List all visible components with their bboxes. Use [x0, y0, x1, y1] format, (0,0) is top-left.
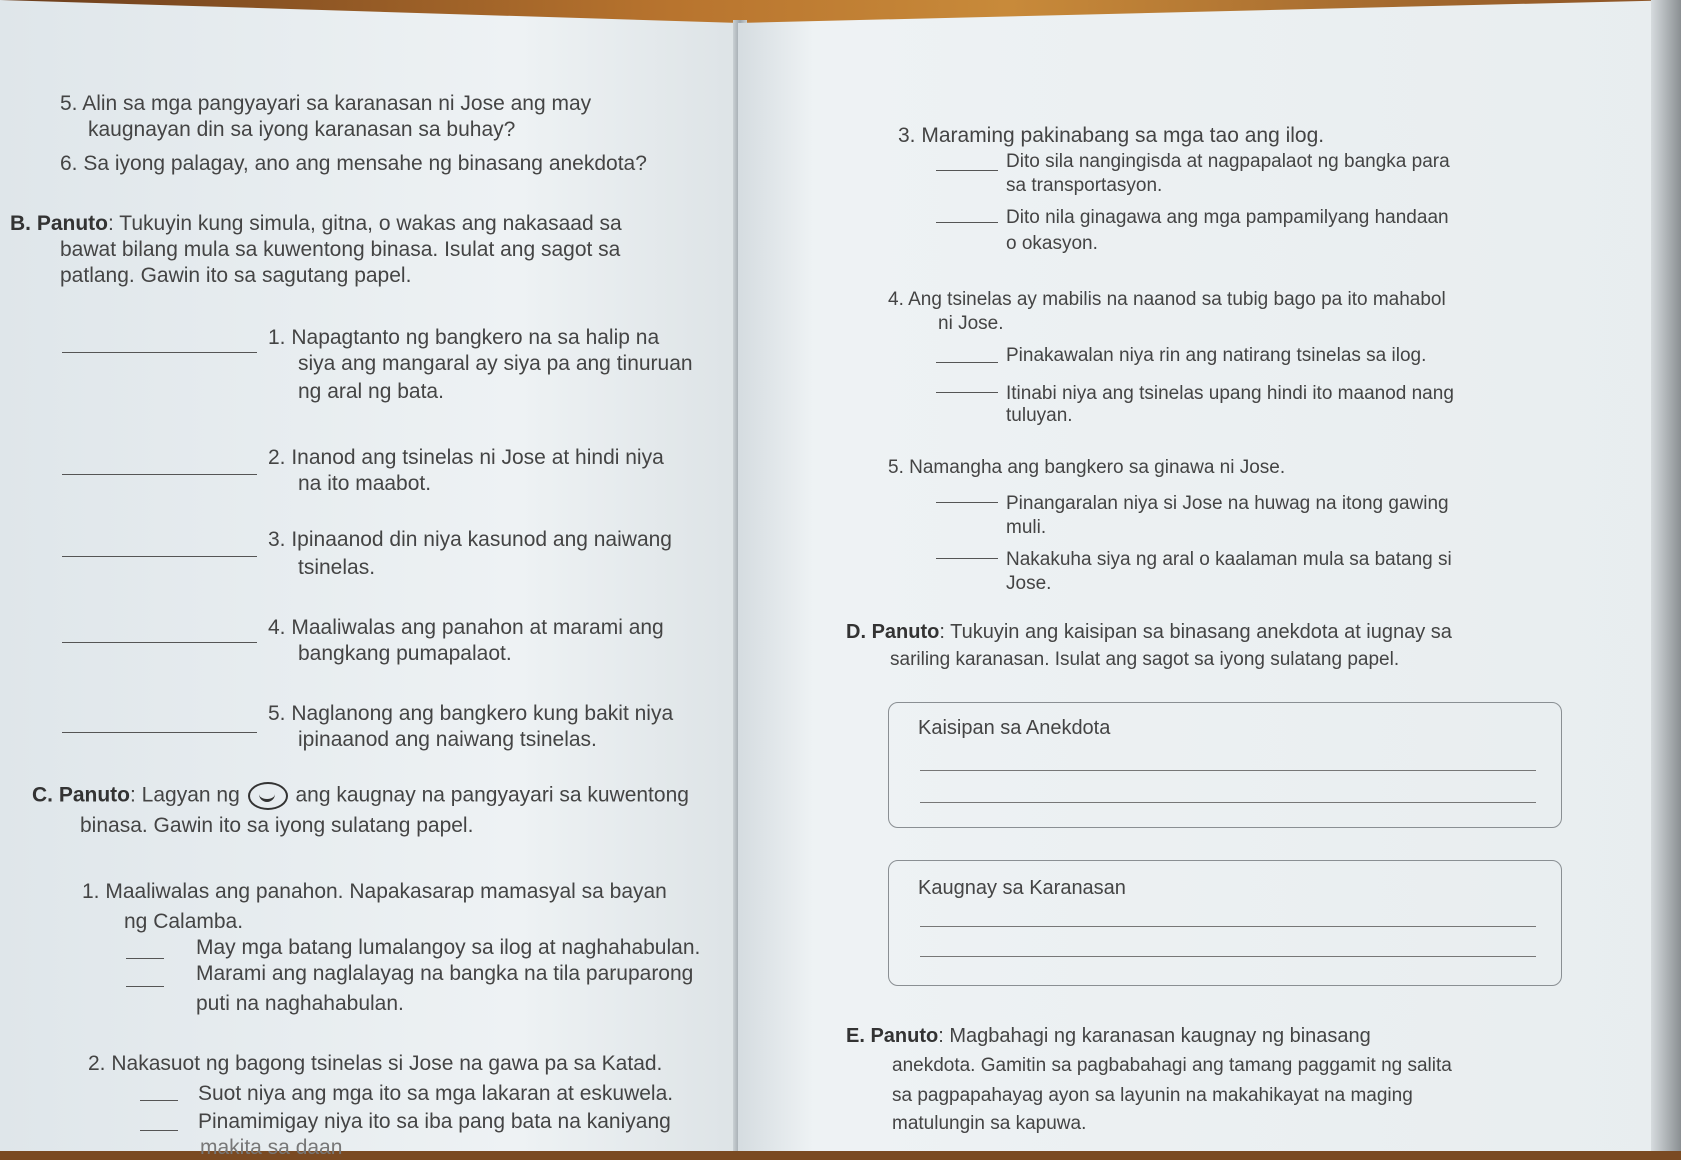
b-item-3-line1: 3. Ipinaanod din niya kasunod ang naiwang — [268, 528, 672, 551]
c-q2-opt1: Suot niya ang mga ito sa mga lakaran at eskuwela. — [198, 1082, 674, 1105]
r-q4-line2: ni Jose. — [938, 313, 1004, 334]
kaisipan-box-title: Kaisipan sa Anekdota — [918, 717, 1111, 739]
answer-blank[interactable] — [936, 222, 998, 223]
writing-line[interactable] — [920, 770, 1536, 771]
r-q5-opt1-line2: muli. — [1006, 517, 1047, 538]
c-q2-opt2: Pinamimigay niya ito sa iba pang bata na kaniyang — [198, 1110, 671, 1133]
r-q5: 5. Namangha ang bangkero sa ginawa ni Jose. — [888, 457, 1286, 478]
section-e-text-3: sa pagpapahayag ayon sa layunin na makahikayat na maging — [892, 1085, 1413, 1106]
c-q2-tail: makita sa daan — [200, 1136, 343, 1159]
question-5-line2: kaugnayan din sa iyong karanasan sa buhay? — [88, 118, 516, 141]
b-item-1-line1: 1. Napagtanto ng bangkero na sa halip na — [268, 326, 660, 349]
b-item-3-line2: tsinelas. — [298, 556, 376, 579]
section-b-text-3: patlang. Gawin ito sa sagutang papel. — [60, 264, 412, 287]
section-c-pre: : Lagyan ng — [130, 783, 240, 807]
c-q1-opt2-line1: Marami ang naglalayag na bangka na tila paruparong — [196, 962, 694, 985]
question-5-line1: 5. Alin sa mga pangyayari sa karanasan ni Jose ang may — [60, 92, 592, 115]
section-d-text-1: : Tukuyin ang kaisipan sa binasang anekdota at iugnay sa — [939, 621, 1452, 643]
section-b-panuto: Panuto — [36, 212, 109, 235]
answer-blank[interactable] — [140, 1100, 178, 1101]
answer-blank[interactable] — [62, 732, 257, 733]
r-q4-opt2-line1: Itinabi niya ang tsinelas upang hindi ito maanod nang — [1006, 383, 1454, 404]
r-q3-opt2-line2: o okasyon. — [1006, 233, 1098, 254]
section-b-heading — [10, 212, 622, 236]
section-d-panuto: Panuto — [871, 621, 940, 643]
r-q4-opt1: Pinakawalan niya rin ang natirang tsinelas sa ilog. — [1006, 345, 1427, 366]
section-c-heading — [32, 782, 689, 810]
answer-blank[interactable] — [126, 986, 164, 987]
answer-blank[interactable] — [936, 502, 998, 503]
r-q4-opt2-line2: tuluyan. — [1006, 405, 1073, 426]
r-q4-line1: 4. Ang tsinelas ay mabilis na naanod sa tubig bago pa ito mahabol — [888, 289, 1446, 310]
section-b-label: B. — [10, 212, 31, 235]
writing-line[interactable] — [920, 956, 1536, 957]
r-q3-opt1-line1: Dito sila nangingisda at nagpapalaot ng bangka para — [1006, 151, 1450, 172]
answer-blank[interactable] — [936, 362, 998, 363]
section-e-text-2: anekdota. Gamitin sa pagbabahagi ang tamang paggamit ng salita — [892, 1055, 1452, 1076]
c-q1-line2: ng Calamba. — [124, 910, 244, 933]
section-d-text-2: sariling karanasan. Isulat ang sagot sa iyong sulatang papel. — [890, 649, 1400, 670]
section-d-heading — [846, 620, 1452, 644]
answer-blank[interactable] — [936, 170, 998, 171]
section-e-text-1: : Magbahagi ng karanasan kaugnay ng binasang — [938, 1025, 1371, 1047]
writing-line[interactable] — [920, 926, 1536, 927]
page-edge — [1651, 0, 1681, 1151]
r-q5-opt1-line1: Pinangaralan niya si Jose na huwag na itong gawing — [1006, 493, 1449, 514]
answer-blank[interactable] — [936, 392, 998, 393]
c-q1-opt2-line2: puti na naghahabulan. — [196, 992, 404, 1015]
karanasan-box-title: Kaugnay sa Karanasan — [918, 877, 1126, 899]
b-item-2-line1: 2. Inanod ang tsinelas ni Jose at hindi niya — [268, 446, 664, 469]
b-item-5-line1: 5. Naglanong ang bangkero kung bakit niya — [268, 702, 674, 725]
b-item-1-line2: siya ang mangaral ay siya pa ang tinuruan — [298, 352, 693, 375]
c-q1-opt1: May mga batang lumalangoy sa ilog at naghahabulan. — [196, 936, 701, 959]
section-e-panuto: Panuto — [870, 1025, 939, 1047]
section-e-label: E. — [846, 1025, 865, 1047]
answer-blank[interactable] — [140, 1130, 178, 1131]
r-q5-opt2-line1: Nakakuha siya ng aral o kaalaman mula sa batang si — [1006, 549, 1452, 570]
b-item-1-line3: ng aral ng bata. — [298, 380, 444, 403]
r-q3-opt1-line2: sa transportasyon. — [1006, 175, 1163, 196]
section-c-post: ang kaugnay na pangyayari sa kuwentong — [295, 783, 689, 807]
question-6: 6. Sa iyong palagay, ano ang mensahe ng binasang anekdota? — [60, 152, 647, 175]
section-c-label: C. — [32, 783, 53, 807]
section-d-label: D. — [846, 621, 866, 643]
r-q3: 3. Maraming pakinabang sa mga tao ang ilog. — [898, 124, 1325, 147]
r-q5-opt2-line2: Jose. — [1006, 573, 1052, 594]
c-q2: 2. Nakasuot ng bagong tsinelas si Jose na gawa pa sa Katad. — [88, 1052, 663, 1075]
answer-blank[interactable] — [62, 556, 257, 557]
c-q1-line1: 1. Maaliwalas ang panahon. Napakasarap mamasyal sa bayan — [82, 880, 667, 903]
answer-blank[interactable] — [62, 642, 257, 643]
smiley-icon — [248, 782, 288, 810]
writing-line[interactable] — [920, 802, 1536, 803]
section-e-heading — [846, 1024, 1371, 1048]
answer-blank[interactable] — [62, 352, 257, 353]
b-item-4-line1: 4. Maaliwalas ang panahon at marami ang — [268, 616, 664, 639]
section-c-line2: binasa. Gawin ito sa iyong sulatang papel. — [80, 814, 474, 837]
answer-blank[interactable] — [126, 958, 164, 959]
r-q3-opt2-line1: Dito nila ginagawa ang mga pampamilyang handaan — [1006, 207, 1449, 228]
b-item-2-line2: na ito maabot. — [298, 472, 432, 495]
answer-blank[interactable] — [62, 474, 257, 475]
b-item-5-line2: ipinaanod ang naiwang tsinelas. — [298, 728, 597, 751]
answer-blank[interactable] — [936, 558, 998, 559]
section-b-text-2: bawat bilang mula sa kuwentong binasa. Isulat ang sagot sa — [60, 238, 621, 261]
section-c-panuto: Panuto — [58, 783, 131, 807]
b-item-4-line2: bangkang pumapalaot. — [298, 642, 512, 665]
section-b-text-1: : Tukuyin kung simula, gitna, o wakas ang nakasaad sa — [108, 212, 622, 235]
section-e-text-4: matulungin sa kapuwa. — [892, 1113, 1087, 1134]
